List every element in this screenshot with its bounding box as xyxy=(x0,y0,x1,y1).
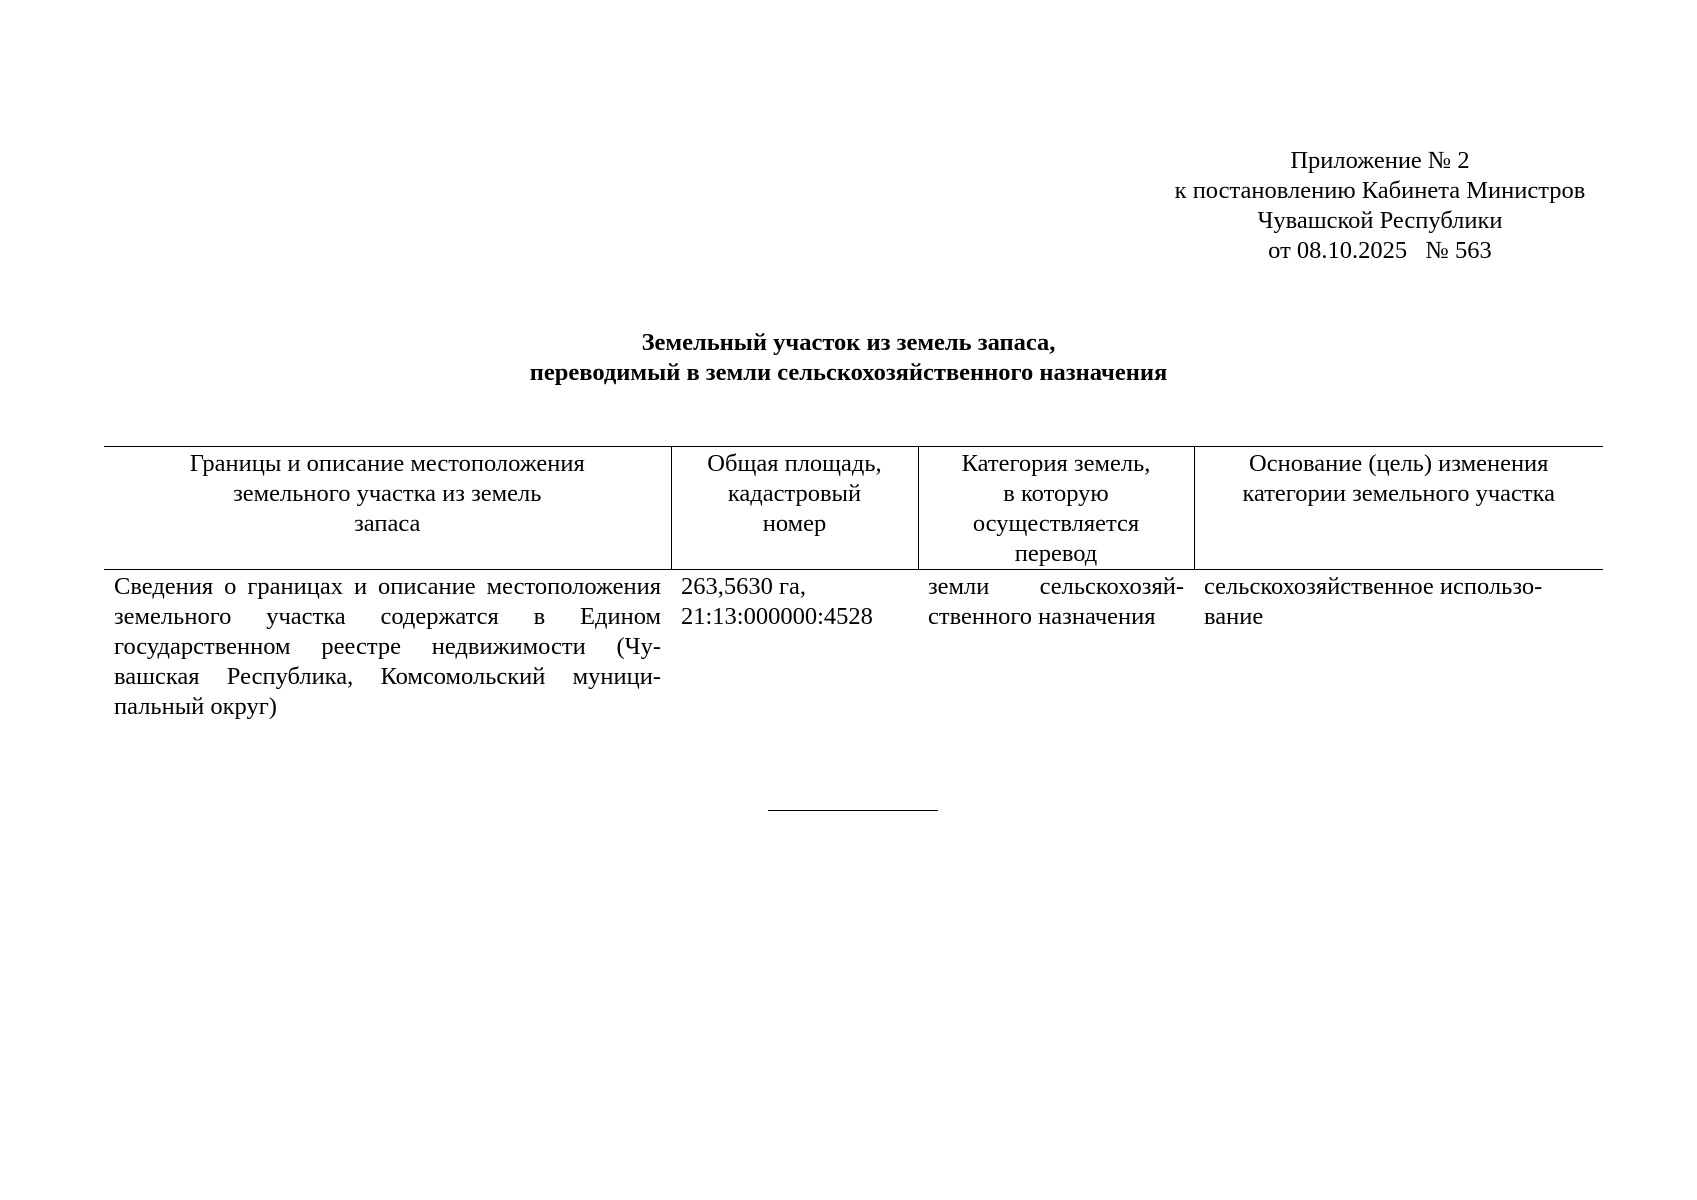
header-location-line-2: земельного участка из земель xyxy=(233,480,542,507)
cell-category: земли сельскохозяйственного назначения xyxy=(928,573,1184,630)
appendix-reference: к постановлению Кабинета Министров xyxy=(1174,177,1586,204)
appendix-republic: Чувашской Республики xyxy=(1257,207,1503,234)
cell-area xyxy=(671,570,918,723)
header-area-line-2: кадастровый xyxy=(727,480,862,507)
title-line-1: Земельный участок из земель запаса, xyxy=(641,329,1056,356)
header-location xyxy=(104,447,671,570)
header-basis xyxy=(1194,447,1603,570)
closing-rule xyxy=(768,810,938,811)
document-title xyxy=(0,328,1697,388)
table-header-row xyxy=(104,447,1603,570)
header-location-line-1: Границы и описание местоположения xyxy=(189,450,585,477)
header-area xyxy=(671,447,918,570)
cell-cadastral-number: 21:13:000000:4528 xyxy=(681,603,873,630)
cell-area-size: 263,5630 га, xyxy=(681,573,807,600)
header-category-line-4: перевод xyxy=(1014,540,1098,567)
header-basis-line-1: Основание (цель) изменения xyxy=(1249,450,1549,477)
appendix-date-number: от 08.10.2025 № 563 xyxy=(1268,237,1492,264)
header-area-line-3: номер xyxy=(762,510,827,537)
header-basis-line-2: категории земельного участка xyxy=(1242,480,1556,507)
header-area-line-1: Общая площадь, xyxy=(707,450,882,477)
title-line-2: переводимый в земли сельскохозяйственного назначения xyxy=(529,359,1168,386)
header-location-line-3: запаса xyxy=(354,510,421,537)
header-category xyxy=(918,447,1194,570)
appendix-number: Приложение № 2 xyxy=(1290,147,1470,174)
header-category-line-3: осуществляется xyxy=(972,510,1140,537)
header-category-line-1: Категория земель, xyxy=(961,450,1151,477)
appendix-header xyxy=(1120,146,1640,266)
land-plot-table xyxy=(104,446,1603,722)
header-category-line-2: в которую xyxy=(1003,480,1109,507)
cell-basis: сельскохозяйственное использование xyxy=(1204,573,1543,630)
table-row xyxy=(104,570,1603,723)
cell-location: Сведения о границах и описание местоположения земельного участка содержатся в Едином государственном реестре недвижимости (Чувашская Республика, Комсомольский муниципальный округ) xyxy=(114,573,661,720)
